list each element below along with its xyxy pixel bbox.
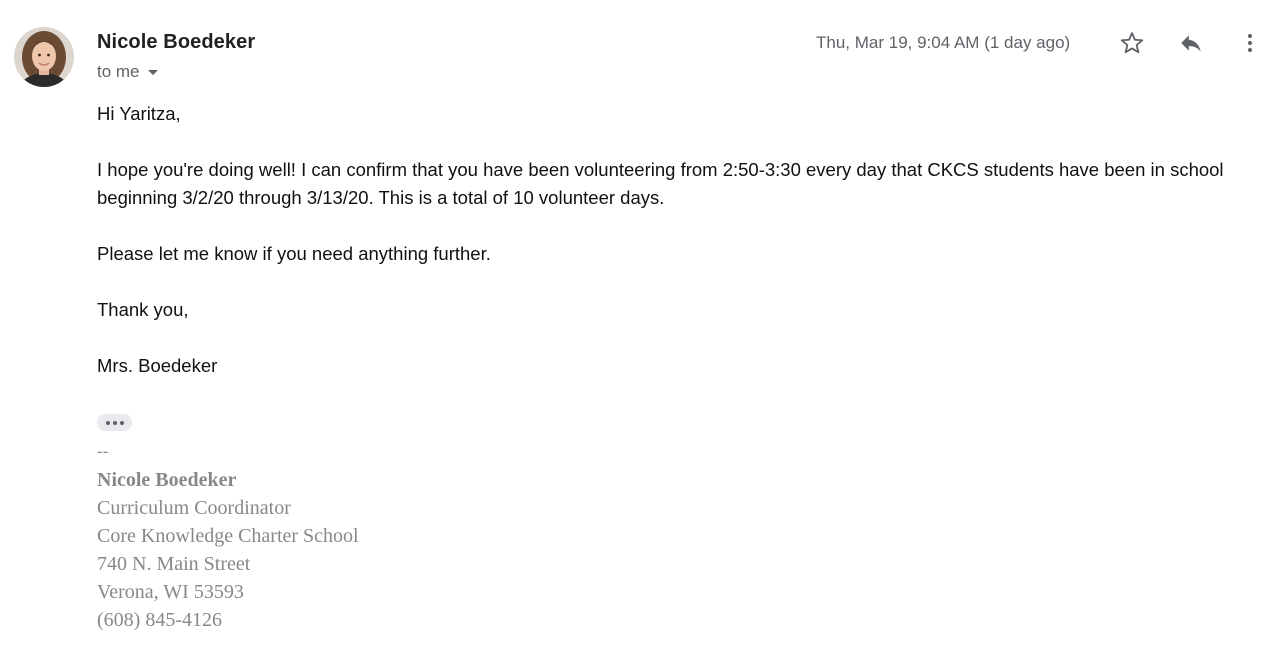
greeting: Hi Yaritza,: [97, 103, 181, 124]
body-paragraph: I hope you're doing well! I can confirm that you have been volunteering from 2:50-3:30 every day that CKCS students have been in school beginning 3/2/20 through 3/13/20. This is a total of 10 volunteer days.: [97, 159, 1224, 208]
recipient-details-toggle[interactable]: [97, 62, 158, 82]
star-icon: [1119, 30, 1145, 56]
signature-city: Verona, WI 53593: [97, 581, 244, 603]
more-vert-icon: [1238, 31, 1262, 55]
chevron-down-icon: [148, 70, 158, 75]
more-options-button[interactable]: [1232, 25, 1268, 61]
signature-street: 740 N. Main Street: [97, 553, 251, 575]
reply-icon: [1178, 30, 1204, 56]
message-body: [97, 100, 1237, 408]
signature-name: Nicole Boedeker: [97, 469, 237, 491]
avatar-photo: [14, 27, 74, 87]
closing: Thank you,: [97, 299, 189, 320]
signature-title: Curriculum Coordinator: [97, 497, 291, 519]
body-paragraph: Please let me know if you need anything further.: [97, 243, 491, 264]
recipient-label: to me: [97, 62, 140, 81]
signature-organization: Core Knowledge Charter School: [97, 525, 359, 547]
ellipsis-icon: [106, 421, 110, 425]
signature-phone: (608) 845-4126: [97, 609, 222, 631]
star-button[interactable]: [1114, 25, 1150, 61]
ellipsis-icon: [120, 421, 124, 425]
sender-name[interactable]: Nicole Boedeker: [97, 31, 256, 53]
show-trimmed-content-button[interactable]: [97, 414, 132, 431]
reply-button[interactable]: [1173, 25, 1209, 61]
avatar[interactable]: [14, 27, 74, 87]
sign-off: Mrs. Boedeker: [97, 355, 218, 376]
ellipsis-icon: [113, 421, 117, 425]
signature-separator: --: [97, 442, 109, 461]
message-timestamp: Thu, Mar 19, 9:04 AM (1 day ago): [816, 33, 1071, 52]
email-signature: [97, 438, 359, 634]
